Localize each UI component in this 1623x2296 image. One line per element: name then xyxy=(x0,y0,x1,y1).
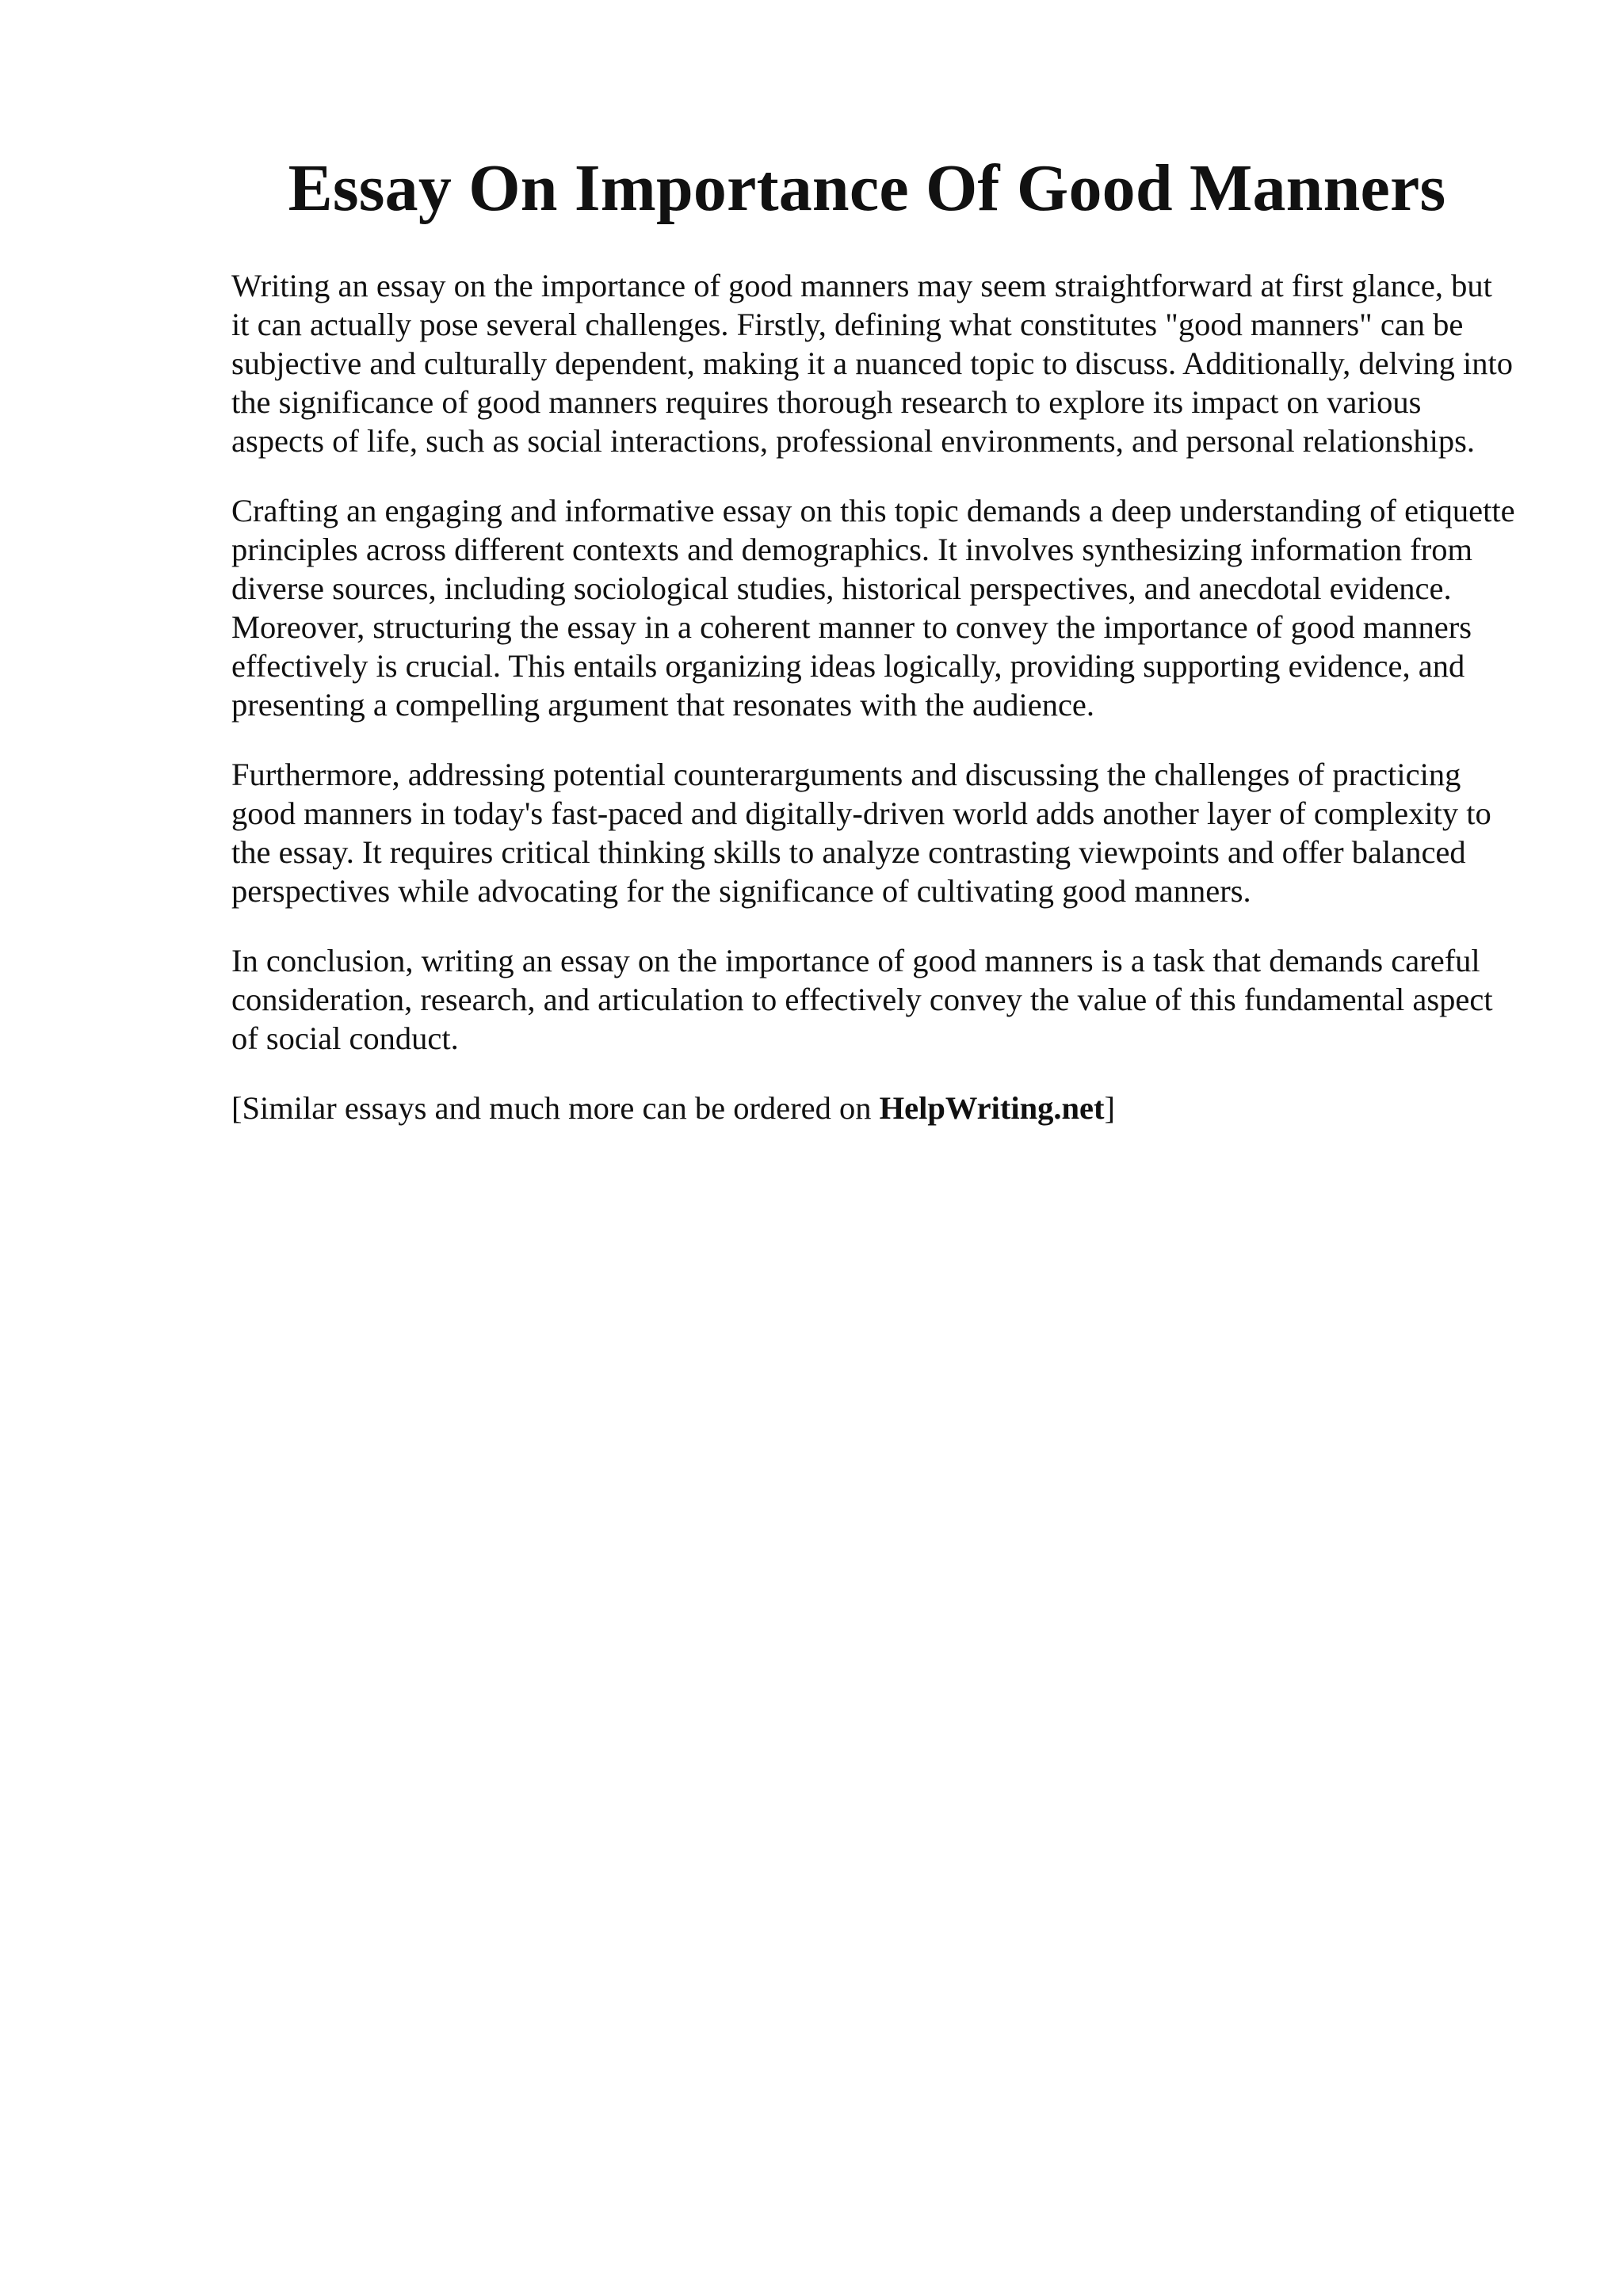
promo-footer xyxy=(231,1089,1515,1127)
essay-body xyxy=(231,266,1515,1127)
paragraph-2: Crafting an engaging and informative essay on this topic demands a deep understanding of etiquette principles across different contexts and demographics. It involves synthesizing information from diverse sources, including sociological studies, historical perspectives, and anecdotal evidence. Moreover, structuring the essay in a coherent manner to convey the importance of good manners effectively is crucial. This entails organizing ideas logically, providing supporting evidence, and presenting a compelling argument that resonates with the audience. xyxy=(231,493,1515,723)
paragraph-4: In conclusion, writing an essay on the importance of good manners is a task that demands careful consideration, research, and articulation to effectively convey the value of this fundamental aspect of social conduct. xyxy=(231,943,1493,1056)
page-title: Essay On Importance Of Good Manners xyxy=(288,151,1446,225)
paragraph-1: Writing an essay on the importance of good manners may seem straightforward at first glance, but it can actually pose several challenges. Firstly, defining what constitutes "good manners" can be subjective and culturally dependent, making it a nuanced topic to discuss. Additionally, delving into the significance of good manners requires thorough research to explore its impact on various aspects of life, such as social interactions, professional environments, and personal relationships. xyxy=(231,268,1514,459)
promo-prefix: [Similar essays and much more can be ordered on xyxy=(231,1090,880,1126)
paragraph-3: Furthermore, addressing potential counterarguments and discussing the challenges of practicing good manners in today's fast-paced and digitally-driven world adds another layer of complexity to the essay. It requires critical thinking skills to analyze contrasting viewpoints and offer balanced perspectives while advocating for the significance of cultivating good manners. xyxy=(231,757,1491,909)
promo-suffix: ] xyxy=(1104,1090,1116,1126)
promo-brand-link[interactable]: HelpWriting.net xyxy=(879,1090,1105,1126)
